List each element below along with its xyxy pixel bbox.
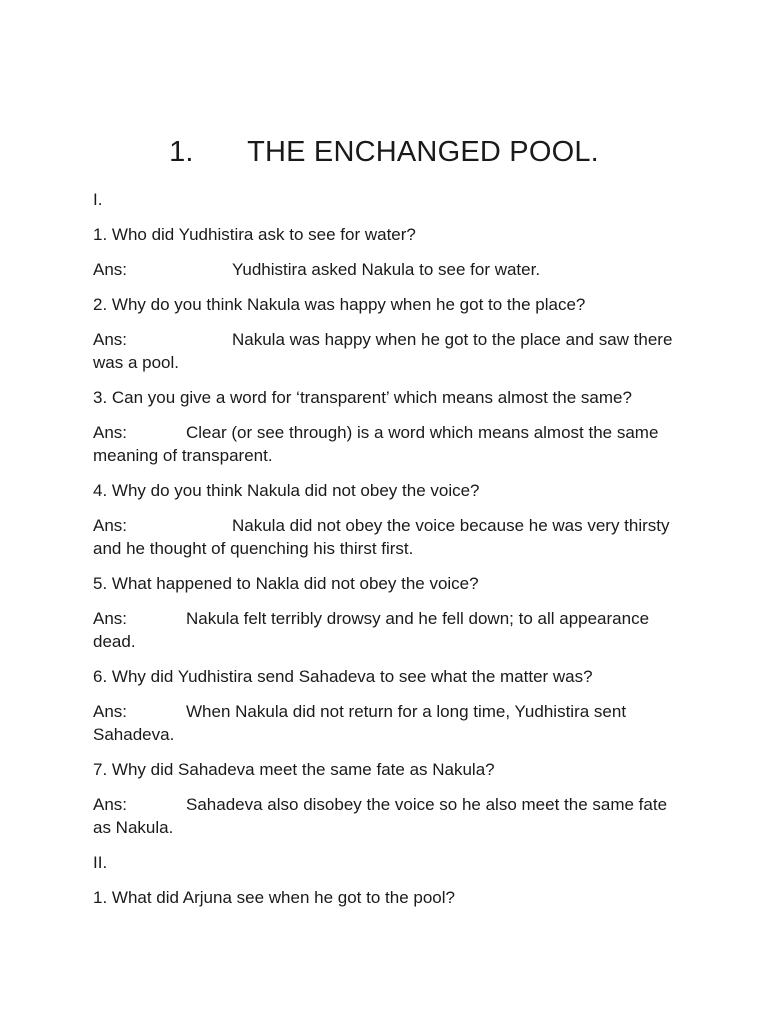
answer-7 xyxy=(93,793,683,839)
section-heading-two: II. xyxy=(93,853,108,872)
question-7: 7. Why did Sahadeva meet the same fate as Nakula? xyxy=(93,760,495,779)
page-title xyxy=(0,136,768,169)
answer-2 xyxy=(93,328,683,374)
title-number: 1. xyxy=(169,136,194,168)
question-5: 5. What happened to Nakla did not obey the voice? xyxy=(93,574,479,593)
section-heading-one: I. xyxy=(93,190,103,209)
ans-label: Ans: xyxy=(93,702,128,721)
answer-text: Yudhistira asked Nakula to see for water. xyxy=(232,260,541,279)
answer-text: Nakula did not obey the voice because he was very thirsty and he thought of quenching his thirst first. xyxy=(93,516,670,558)
ans-label: Ans: xyxy=(93,609,128,628)
ans-label: Ans: xyxy=(93,516,128,535)
ans-label: Ans: xyxy=(93,260,128,279)
section-two-question-1: 1. What did Arjuna see when he got to the pool? xyxy=(93,888,455,907)
answer-text: Nakula felt terribly drowsy and he fell down; to all appearance dead. xyxy=(93,609,650,651)
question-4: 4. Why do you think Nakula did not obey the voice? xyxy=(93,481,480,500)
question-2: 2. Why do you think Nakula was happy when he got to the place? xyxy=(93,295,586,314)
answer-text: Nakula was happy when he got to the place and saw there was a pool. xyxy=(93,330,673,372)
answer-text: Clear (or see through) is a word which means almost the same meaning of transparent. xyxy=(93,423,659,465)
ans-label: Ans: xyxy=(93,795,128,814)
question-6: 6. Why did Yudhistira send Sahadeva to see what the matter was? xyxy=(93,667,593,686)
answer-6 xyxy=(93,700,683,746)
answer-3 xyxy=(93,421,683,467)
document-body xyxy=(93,188,683,921)
answer-4 xyxy=(93,514,683,560)
ans-label: Ans: xyxy=(93,330,128,349)
answer-5 xyxy=(93,607,683,653)
title-text: THE ENCHANGED POOL. xyxy=(247,136,599,168)
ans-label: Ans: xyxy=(93,423,128,442)
answer-1 xyxy=(93,258,683,281)
question-1: 1. Who did Yudhistira ask to see for water? xyxy=(93,225,416,244)
answer-text: Sahadeva also disobey the voice so he also meet the same fate as Nakula. xyxy=(93,795,668,837)
answer-text: When Nakula did not return for a long time, Yudhistira sent Sahadeva. xyxy=(93,702,627,744)
question-3: 3. Can you give a word for ‘transparent’ which means almost the same? xyxy=(93,388,632,407)
